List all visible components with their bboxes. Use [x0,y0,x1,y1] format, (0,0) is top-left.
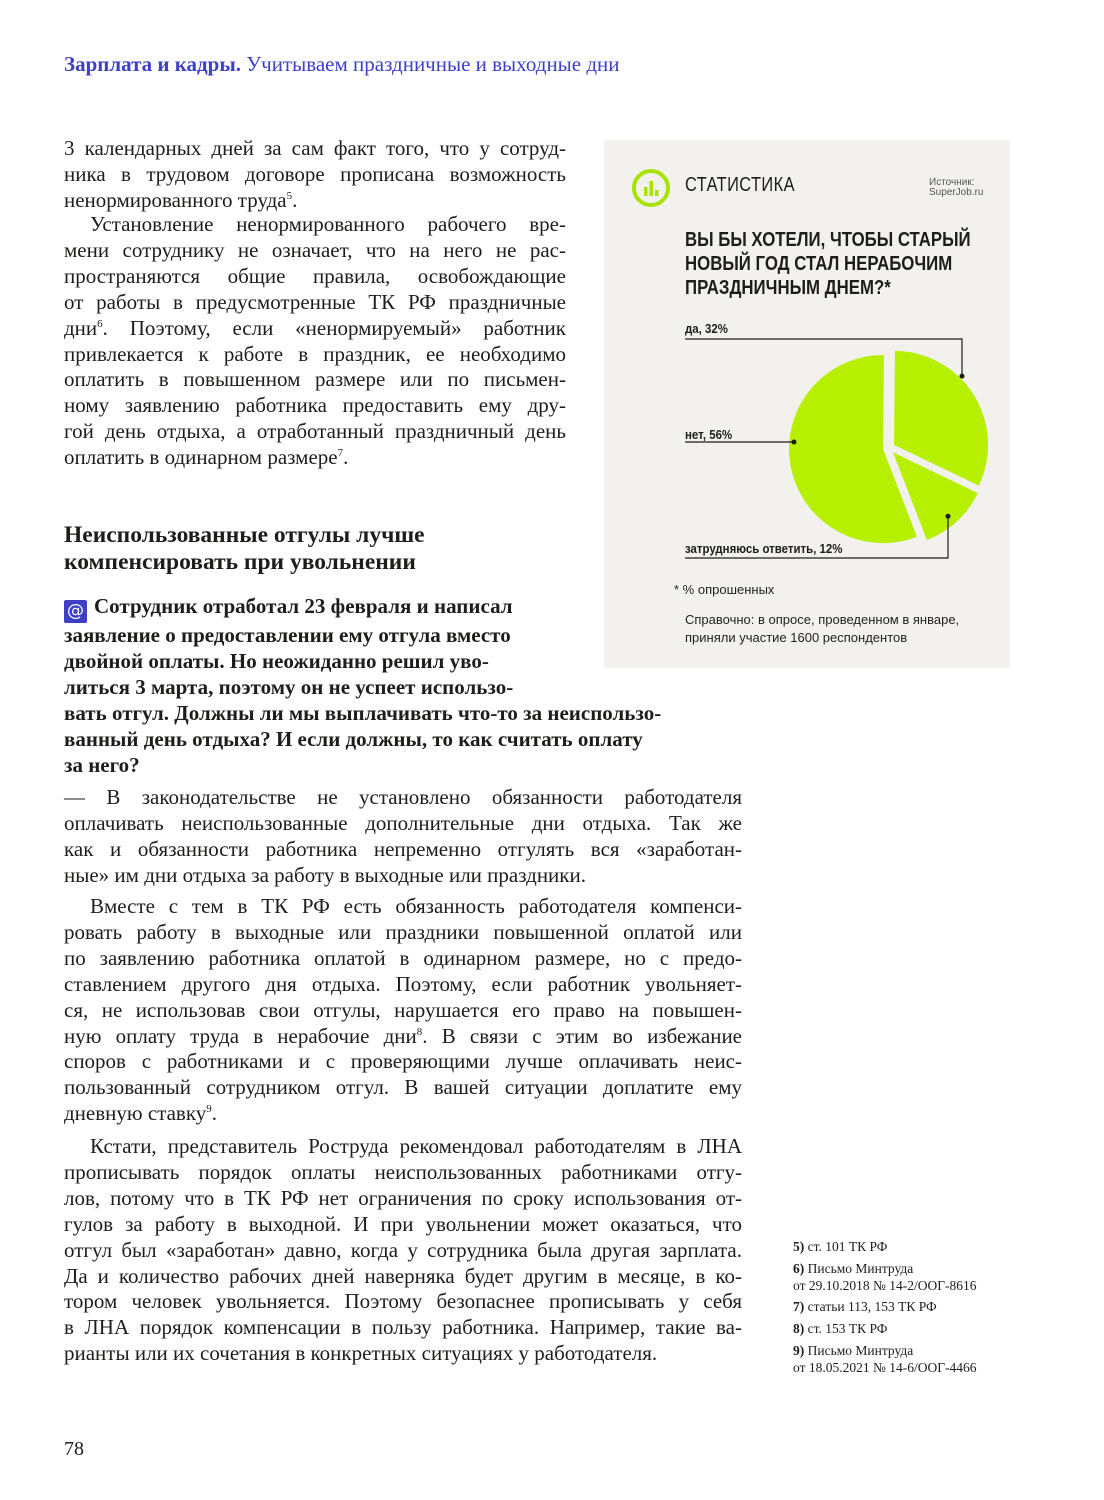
text-line: дни$^6$. Поэтому, если «ненормируемый» работник [64,315,566,340]
pie-label-unsure: затрудняюсь ответить, 12% [685,541,843,556]
text-line: ные» им дни отдыха за работу в выходные или праздники. [64,862,586,887]
text-line: пользованный сотрудником отгул. В вашей ситуации доплатите ему [64,1075,742,1100]
answer-paragraph-1 [64,785,742,889]
footnote-ref: 7 [337,447,344,460]
text-line: Да и количество рабочих дней наверняка будет другим в месяце, в ко- [64,1263,742,1288]
text-line: оплачивать неиспользованные дополнительные дни отдыха. Так же [64,810,742,835]
text-line: от работы в предусмотренные ТК РФ праздничные [64,289,566,314]
paragraph-2 [64,212,566,471]
text-line: @ Сотрудник отработал 23 февраля и написал [64,594,566,623]
leader-line-unsure-dot [946,514,951,519]
text-line: ника в трудовом договоре прописана возможность [64,161,566,186]
footnote-ref: 6 [97,317,103,330]
footnote: 6) Письмо Минтруда от 29.10.2018 № 14-2/ООГ-8616 [793,1261,977,1293]
at-sign-icon: @ [64,600,87,623]
text-line: лов, потому что в ТК РФ нет ограничения по сроку использования от- [64,1185,742,1210]
text-line: ненормированного труда$^5$. [64,187,298,212]
pie-label-yes: да, 32% [685,321,728,336]
text-line: отгул был «заработан» давно, когда у сотрудника была другая зарплата. [64,1237,742,1262]
text-line: оплатить в повышенном размере или по письмен- [64,367,566,392]
leader-line-no-dot [792,440,797,445]
text-line: пространяются общие правила, освобождающие [64,263,566,288]
header-topic: Учитываем праздничные и выходные дни [246,52,620,76]
statistics-box [604,140,1010,668]
answer-paragraph-2 [64,894,742,1127]
text-line: тором человек увольняется. Поэтому безопаснее прописывать у себя [64,1289,742,1314]
text-line: за него? [64,752,140,777]
text-line: оплатить в одинарном размере$^7$. [64,445,349,470]
text-line: гой день отдыха, а отработанный праздничный день [64,419,566,444]
footnote: 9) Письмо Минтруда от 18.05.2021 № 14-6/ООГ-4466 [793,1343,977,1375]
answer-paragraph-3 [64,1134,742,1367]
text-line: литься 3 марта, поэтому он не успеет использо- [64,674,514,699]
text-line: 3 календарных дней за сам факт того, что у сотруд- [64,136,566,160]
footnote-ref: 9 [206,1103,212,1116]
stat-note: * % опрошенных [674,582,775,597]
text-line: привлекается к работе в праздник, ее необходимо [64,341,566,366]
stat-info: Справочно: в опросе, проведенном в январе, приняли участие 1600 респондентов [685,612,960,645]
text-line: — В законодательстве не установлено обязанности работодателя [64,785,742,809]
text-line: ставлением другого дня отдыха. Поэтому, если работник увольняет- [64,971,742,996]
footnote: 5) ст. 101 ТК РФ [793,1239,888,1254]
running-header [64,52,620,77]
stat-source: Источник: SuperJob.ru [929,177,984,198]
text-line: Кстати, представитель Роструда рекомендовал работодателям в ЛНА [90,1134,742,1158]
text-line: ную оплату труда в нерабочие дни$^8$. В связи с этим во избежание [64,1023,742,1048]
text-line: заявление о предоставлении ему отгула вместо [64,623,511,647]
text-line: споров с работниками и с проверяющими лучше оплачивать неис- [64,1049,742,1074]
text-line: двойной оплаты. Но неожиданно решил уво- [64,648,489,673]
footnote-ref: 8 [416,1025,423,1038]
text-line: Вместе с тем в ТК РФ есть обязанность работодателя компенси- [90,894,742,918]
text-line: мени сотруднику не означает, что на него не рас- [64,237,566,262]
header-section: Зарплата и кадры. [64,52,242,76]
footnote: 7) статьи 113, 153 ТК РФ [793,1299,937,1314]
pie-label-no: нет, 56% [685,427,733,442]
text-line: ванный день отдыха? И если должны, то как считать оплату [64,726,643,751]
text-line: дневную ставку$^9$. [64,1101,217,1126]
stat-question: ВЫ БЫ ХОТЕЛИ, ЧТОБЫ СТАРЫЙ НОВЫЙ ГОД СТАЛ НЕРАБОЧИМ ПРАЗДНИЧНЫМ ДНЕМ?* [685,229,971,299]
footnote-ref: 5 [286,189,293,202]
text-line: вать отгул. Должны ли мы выплачивать что-то за неиспользо- [64,700,662,725]
text-line: по заявлению работника оплатой в одинарном размере, но с предо- [64,945,742,970]
stat-title: СТАТИСТИКА [685,174,795,196]
text-line: рианты или их сочетания в конкретных ситуациях у работодателя. [64,1341,658,1366]
leader-line-yes-dot [960,374,965,379]
text-line: ся, не использовав свои отгулы, нарушается его право на повышен- [64,997,742,1022]
text-line: гулов за работу в выходной. И при увольнении может оказаться, что [64,1211,742,1236]
pie-chart [604,140,1010,570]
section-heading: Неиспользованные отгулы лучше компенсировать при увольнении [64,522,425,575]
text-line: Установление ненормированного рабочего вре- [90,212,566,236]
paragraph-1 [64,136,566,214]
footnote: 8) ст. 153 ТК РФ [793,1321,888,1336]
text-line: ному заявлению работника предоставить ему дру- [64,393,566,418]
text-line: в ЛНА порядок компенсации в пользу работника. Например, такие ва- [64,1315,742,1340]
text-line: как и обязанности работника непременно отгулять вся «заработан- [64,836,742,861]
text-line: прописывать порядок оплаты неиспользованных работниками отгу- [64,1159,742,1184]
page-number: 78 [64,1438,84,1460]
text-line: ровать работу в выходные или праздники повышенной оплатой или [64,919,742,944]
